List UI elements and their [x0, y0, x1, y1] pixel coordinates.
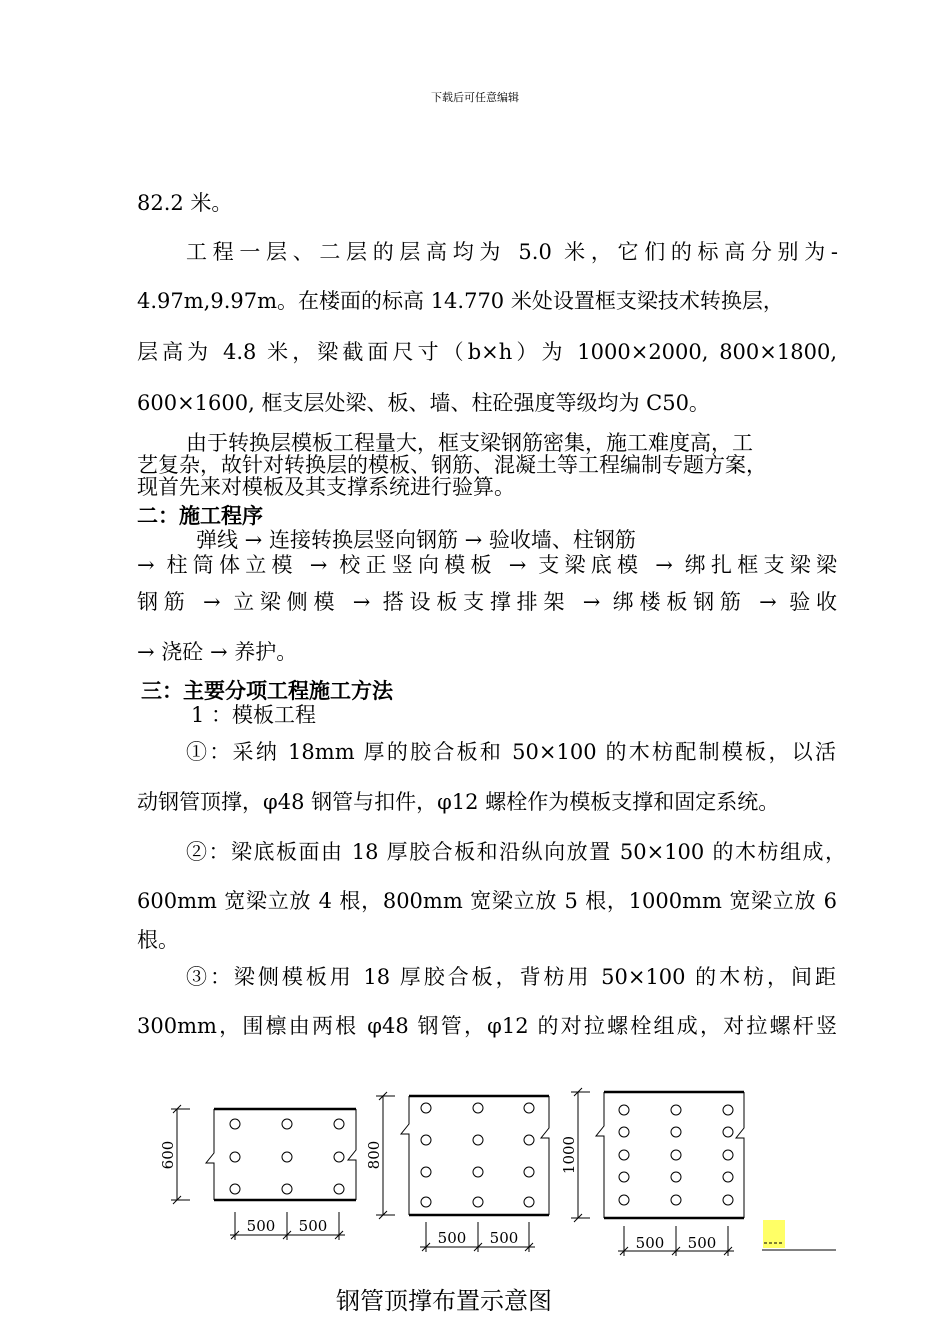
para-line: ②：梁底板面由 18 厚胶合板和沿纵向放置 50×100 的木枋组成，: [186, 840, 846, 864]
para-line: 82.2 米。: [137, 191, 233, 215]
para-line: 现首先来对模板及其支撑系统进行验算。: [137, 475, 515, 499]
width-label: 500: [246, 1217, 276, 1235]
sequence-line: 钢筋 → 立梁侧模 → 搭设板支撑排架 → 绑楼板钢筋 → 验收: [137, 590, 837, 614]
para-line: 4.97m,9.97m。在楼面的标高 14.770 米处设置框支梁技术转换层，: [137, 289, 784, 313]
highlight-mark: [763, 1220, 785, 1248]
width-label: 500: [437, 1229, 467, 1247]
subsection-heading: 1 ：模板工程: [191, 703, 317, 727]
figure-caption: 钢管顶撑布置示意图: [336, 1287, 552, 1315]
height-label: 600: [159, 1140, 177, 1170]
para-line: 层高为 4.8 米，梁截面尺寸（b×h）为 1000×2000, 800×1800,: [137, 340, 837, 364]
page-header: 下载后可任意编辑: [431, 91, 519, 104]
section-heading: 二：施工程序: [137, 503, 263, 528]
diagram-800: [376, 1092, 549, 1252]
para-line: ③：梁侧模板用 18 厚胶合板，背枋用 50×100 的木枋，间距: [186, 965, 836, 989]
height-label: 1000: [560, 1135, 578, 1175]
sequence-line: → 浇砼 → 养护。: [137, 640, 298, 664]
height-label: 800: [365, 1140, 383, 1170]
width-label: 500: [687, 1234, 717, 1252]
para-line: 300mm，围檩由两根 φ48 钢管，φ12 的对拉螺栓组成，对拉螺杆竖: [137, 1014, 837, 1038]
support-layout-figure: [0, 1075, 950, 1275]
diagram-1000: [571, 1088, 744, 1256]
para-line: 600mm 宽梁立放 4 根，800mm 宽梁立放 5 根，1000mm 宽梁立放 6: [137, 889, 837, 913]
para-line: 600×1600, 框支层处梁、板、墙、柱砼强度等级均为 C50。: [137, 391, 710, 415]
width-label: 500: [489, 1229, 519, 1247]
width-label: 500: [635, 1234, 665, 1252]
para-line: 工程一层、二层的层高均为 5.0 米，它们的标高分别为-: [186, 240, 838, 264]
para-line: 艺复杂，故针对转换层的模板、钢筋、混凝土等工程编制专题方案，: [137, 453, 767, 477]
para-line: 由于转换层模板工程量大，框支梁钢筋密集，施工难度高，工: [186, 431, 753, 455]
width-label: 500: [298, 1217, 328, 1235]
para-line: ①：采纳 18mm 厚的胶合板和 50×100 的木枋配制模板，以活: [186, 740, 836, 764]
para-line: 根。: [137, 928, 179, 952]
section-heading: 三：主要分项工程施工方法: [141, 678, 393, 703]
sequence-line: 弹线 → 连接转换层竖向钢筋 → 验收墙、柱钢筋: [196, 528, 636, 552]
para-line: 动钢管顶撑，φ48 钢管与扣件，φ12 螺栓作为模板支撑和固定系统。: [137, 790, 780, 814]
sequence-line: → 柱筒体立模 → 校正竖向模板 → 支梁底模 → 绑扎框支梁梁: [137, 553, 837, 577]
